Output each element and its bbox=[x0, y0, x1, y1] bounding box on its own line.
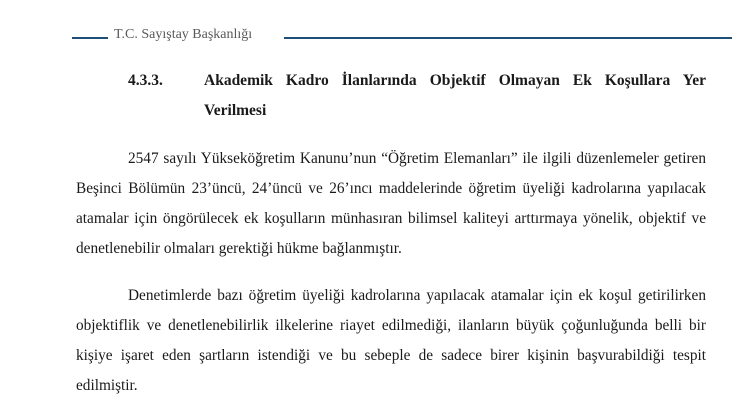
body-paragraph-2 bbox=[76, 281, 706, 401]
page-header bbox=[72, 14, 732, 52]
header-rule-left bbox=[72, 37, 108, 39]
section-title-line1: Akademik Kadro İlanlarında Objektif Olmayan Ek Koşullara Yer bbox=[204, 72, 706, 89]
header-title: T.C. Sayıştay Başkanlığı bbox=[114, 27, 253, 42]
paragraph-text: 2547 sayılı Yükseköğretim Kanunu’nun “Öğretim Elemanları” ile ilgili düzenlemeler getiren Beşinci Bölümün 23’üncü, 24’üncü ve 26’ıncı maddelerinde öğretim üyeliği kadrolarına yapılacak atamalar için öngörülecek ek koşulların münhasıran bilimsel kaliteyi arttırmaya yönelik, objektif ve denetlenebilir olmaları gerektiği hükme bağlanmıştır. bbox=[76, 150, 706, 257]
body-paragraph-1 bbox=[76, 144, 706, 264]
section-number: 4.3.3. bbox=[128, 72, 163, 89]
paragraph-text: Denetimlerde bazı öğretim üyeliği kadrolarına yapılacak atamalar için ek koşul getirilirken objektiflik ve denetlenebilirlik ilkelerine riayet edilmediği, ilanların büyük çoğunluğunda belli bir kişiye işaret eden şartların istendiği ve bu sebeple de sadece birer kişinin başvurabildiği tespit edilmiştir. bbox=[76, 287, 706, 394]
section-title-line2: Verilmesi bbox=[204, 102, 267, 119]
header-rule-right bbox=[284, 37, 732, 39]
